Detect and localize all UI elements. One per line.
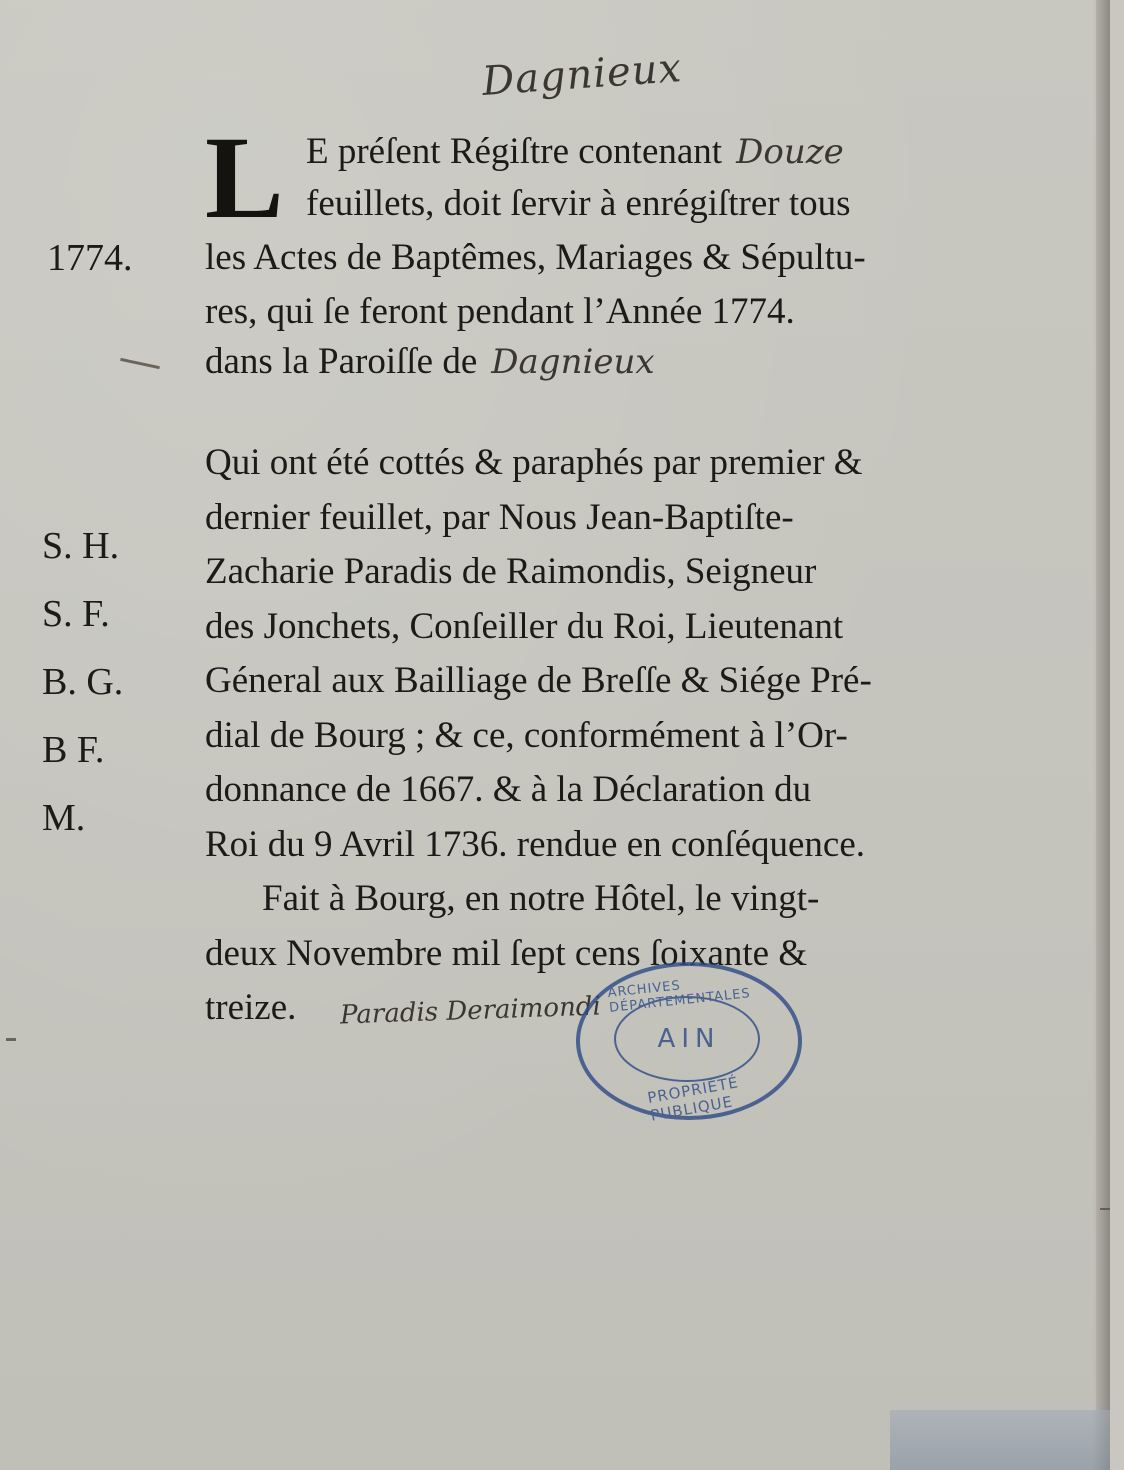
margin-item: B. G. <box>42 661 124 703</box>
margin-item: S. H. <box>42 525 120 567</box>
ink-mark <box>1100 1208 1110 1210</box>
stamp-top-text: ARCHIVES DÉPARTEMENTALES <box>606 978 752 1016</box>
para-line: deux Novembre mil ſept cens ſoixante & <box>205 932 808 974</box>
margin-list <box>42 512 123 852</box>
para-line: treize. <box>205 987 297 1028</box>
ink-mark <box>120 358 160 369</box>
margin-year: 1774. <box>47 237 133 279</box>
para-line: dernier feuillet, par Nous Jean-Baptiſte- <box>205 496 794 538</box>
next-page-corner <box>890 1410 1110 1470</box>
text-line-3: les Actes de Baptêmes, Mariages & Sépultu- <box>205 237 866 278</box>
margin-item: M. <box>42 797 86 839</box>
page-edge <box>1096 0 1110 1470</box>
text-line-1-print: E préſent Régiſtre contenant <box>306 131 723 172</box>
para-line: donnance de 1667. & à la Déclaration du <box>205 769 812 810</box>
text-line-4: res, qui ſe feront pendant l’Année 1774. <box>205 291 795 332</box>
para-line: Zacharie Paradis de Raimondis, Seigneur <box>205 551 817 592</box>
para-line: des Jonchets, Conſeiller du Roi, Lieutenant <box>205 605 844 647</box>
text-line-5-print: dans la Paroiſſe de <box>205 341 478 382</box>
ink-mark <box>6 1038 16 1041</box>
margin-item: S. F. <box>42 593 110 635</box>
leaf-count-handwriting: Douze <box>736 132 844 172</box>
signature: Paradis Deraimondi <box>339 991 602 1031</box>
margin-item: B F. <box>42 729 105 771</box>
stamp-center-text: AIN <box>657 1024 721 1054</box>
certification-paragraph <box>205 436 985 1039</box>
header-handwriting: Dagnieux <box>480 45 684 105</box>
para-line: Roi du 9 Avril 1736. rendue en conſéquence. <box>205 823 866 865</box>
para-line: Géneral aux Bailliage de Breſſe & Siége Pré- <box>205 660 872 701</box>
text-line-1 <box>306 130 844 173</box>
para-line: Qui ont été cottés & paraphés par premier & <box>205 442 863 483</box>
drop-cap: L <box>205 112 284 243</box>
stamp-bottom-text: PROPRIÉTÉ PUBLIQUE <box>646 1073 741 1125</box>
text-line-5 <box>205 340 655 383</box>
parish-handwriting: Dagnieux <box>491 342 655 382</box>
archive-stamp <box>576 962 802 1125</box>
text-line-2: feuillets, doit ſervir à enrégiſtrer tous <box>306 183 851 224</box>
para-line: dial de Bourg ; & ce, conformément à l’Or- <box>205 714 848 756</box>
para-line: Fait à Bourg, en notre Hôtel, le vingt- <box>262 878 820 919</box>
